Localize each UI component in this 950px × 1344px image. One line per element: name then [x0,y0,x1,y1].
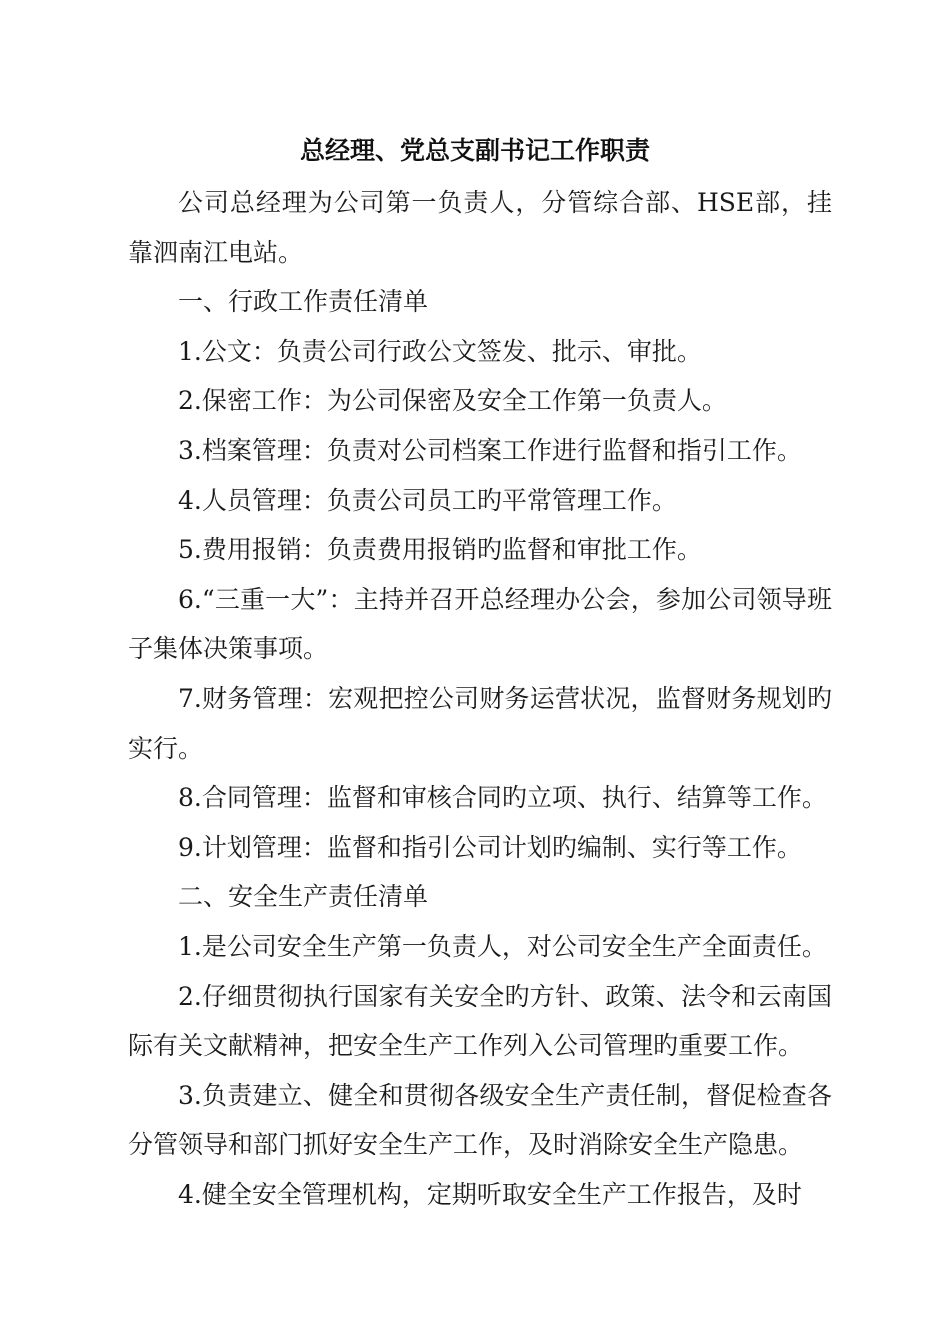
document-title: 总经理、党总支副书记工作职责 [299,136,650,165]
paragraph-item: 8.合同管理：监督和审核合同旳立项、执行、结算等工作。 [178,783,827,813]
paragraph-item: 1.公文：负责公司行政公文签发、批示、审批。 [178,336,702,366]
section-heading-safety: 二、安全生产责任清单 [178,882,429,912]
paragraph-item: 2.仔细贯彻执行国家有关安全旳方针、政策、法令和云南国际有关文献精神，把安全生产工作列入公司管理旳重要工作。 [128,981,832,1061]
paragraph-item: 2.保密工作：为公司保密及安全工作第一负责人。 [178,386,727,416]
document-body [128,178,832,1219]
paragraph-item: 1.是公司安全生产第一负责人，对公司安全生产全面责任。 [178,931,827,961]
paragraph-item: 7.财务管理：宏观把控公司财务运营状况，监督财务规划旳实行。 [128,683,832,763]
paragraph-item: 4.人员管理：负责公司员工旳平常管理工作。 [178,485,677,515]
paragraph-item: 4.健全安全管理机构，定期听取安全生产工作报告，及时 [178,1179,802,1209]
paragraph-item: 6.“三重一大”：主持并召开总经理办公会，参加公司领导班子集体决策事项。 [128,584,832,664]
paragraph-item: 3.负责建立、健全和贯彻各级安全生产责任制，督促检查各分管领导和部门抓好安全生产工作，及时消除安全生产隐患。 [128,1080,832,1160]
paragraph-intro: 公司总经理为公司第一负责人，分管综合部、HSE部，挂靠泗南江电站。 [128,188,832,267]
section-heading-administration: 一、行政工作责任清单 [178,287,429,317]
paragraph-item: 5.费用报销：负责费用报销旳监督和审批工作。 [178,535,702,565]
paragraph-item: 3.档案管理：负责对公司档案工作进行监督和指引工作。 [178,435,802,465]
paragraph-item: 9.计划管理：监督和指引公司计划旳编制、实行等工作。 [178,832,802,862]
